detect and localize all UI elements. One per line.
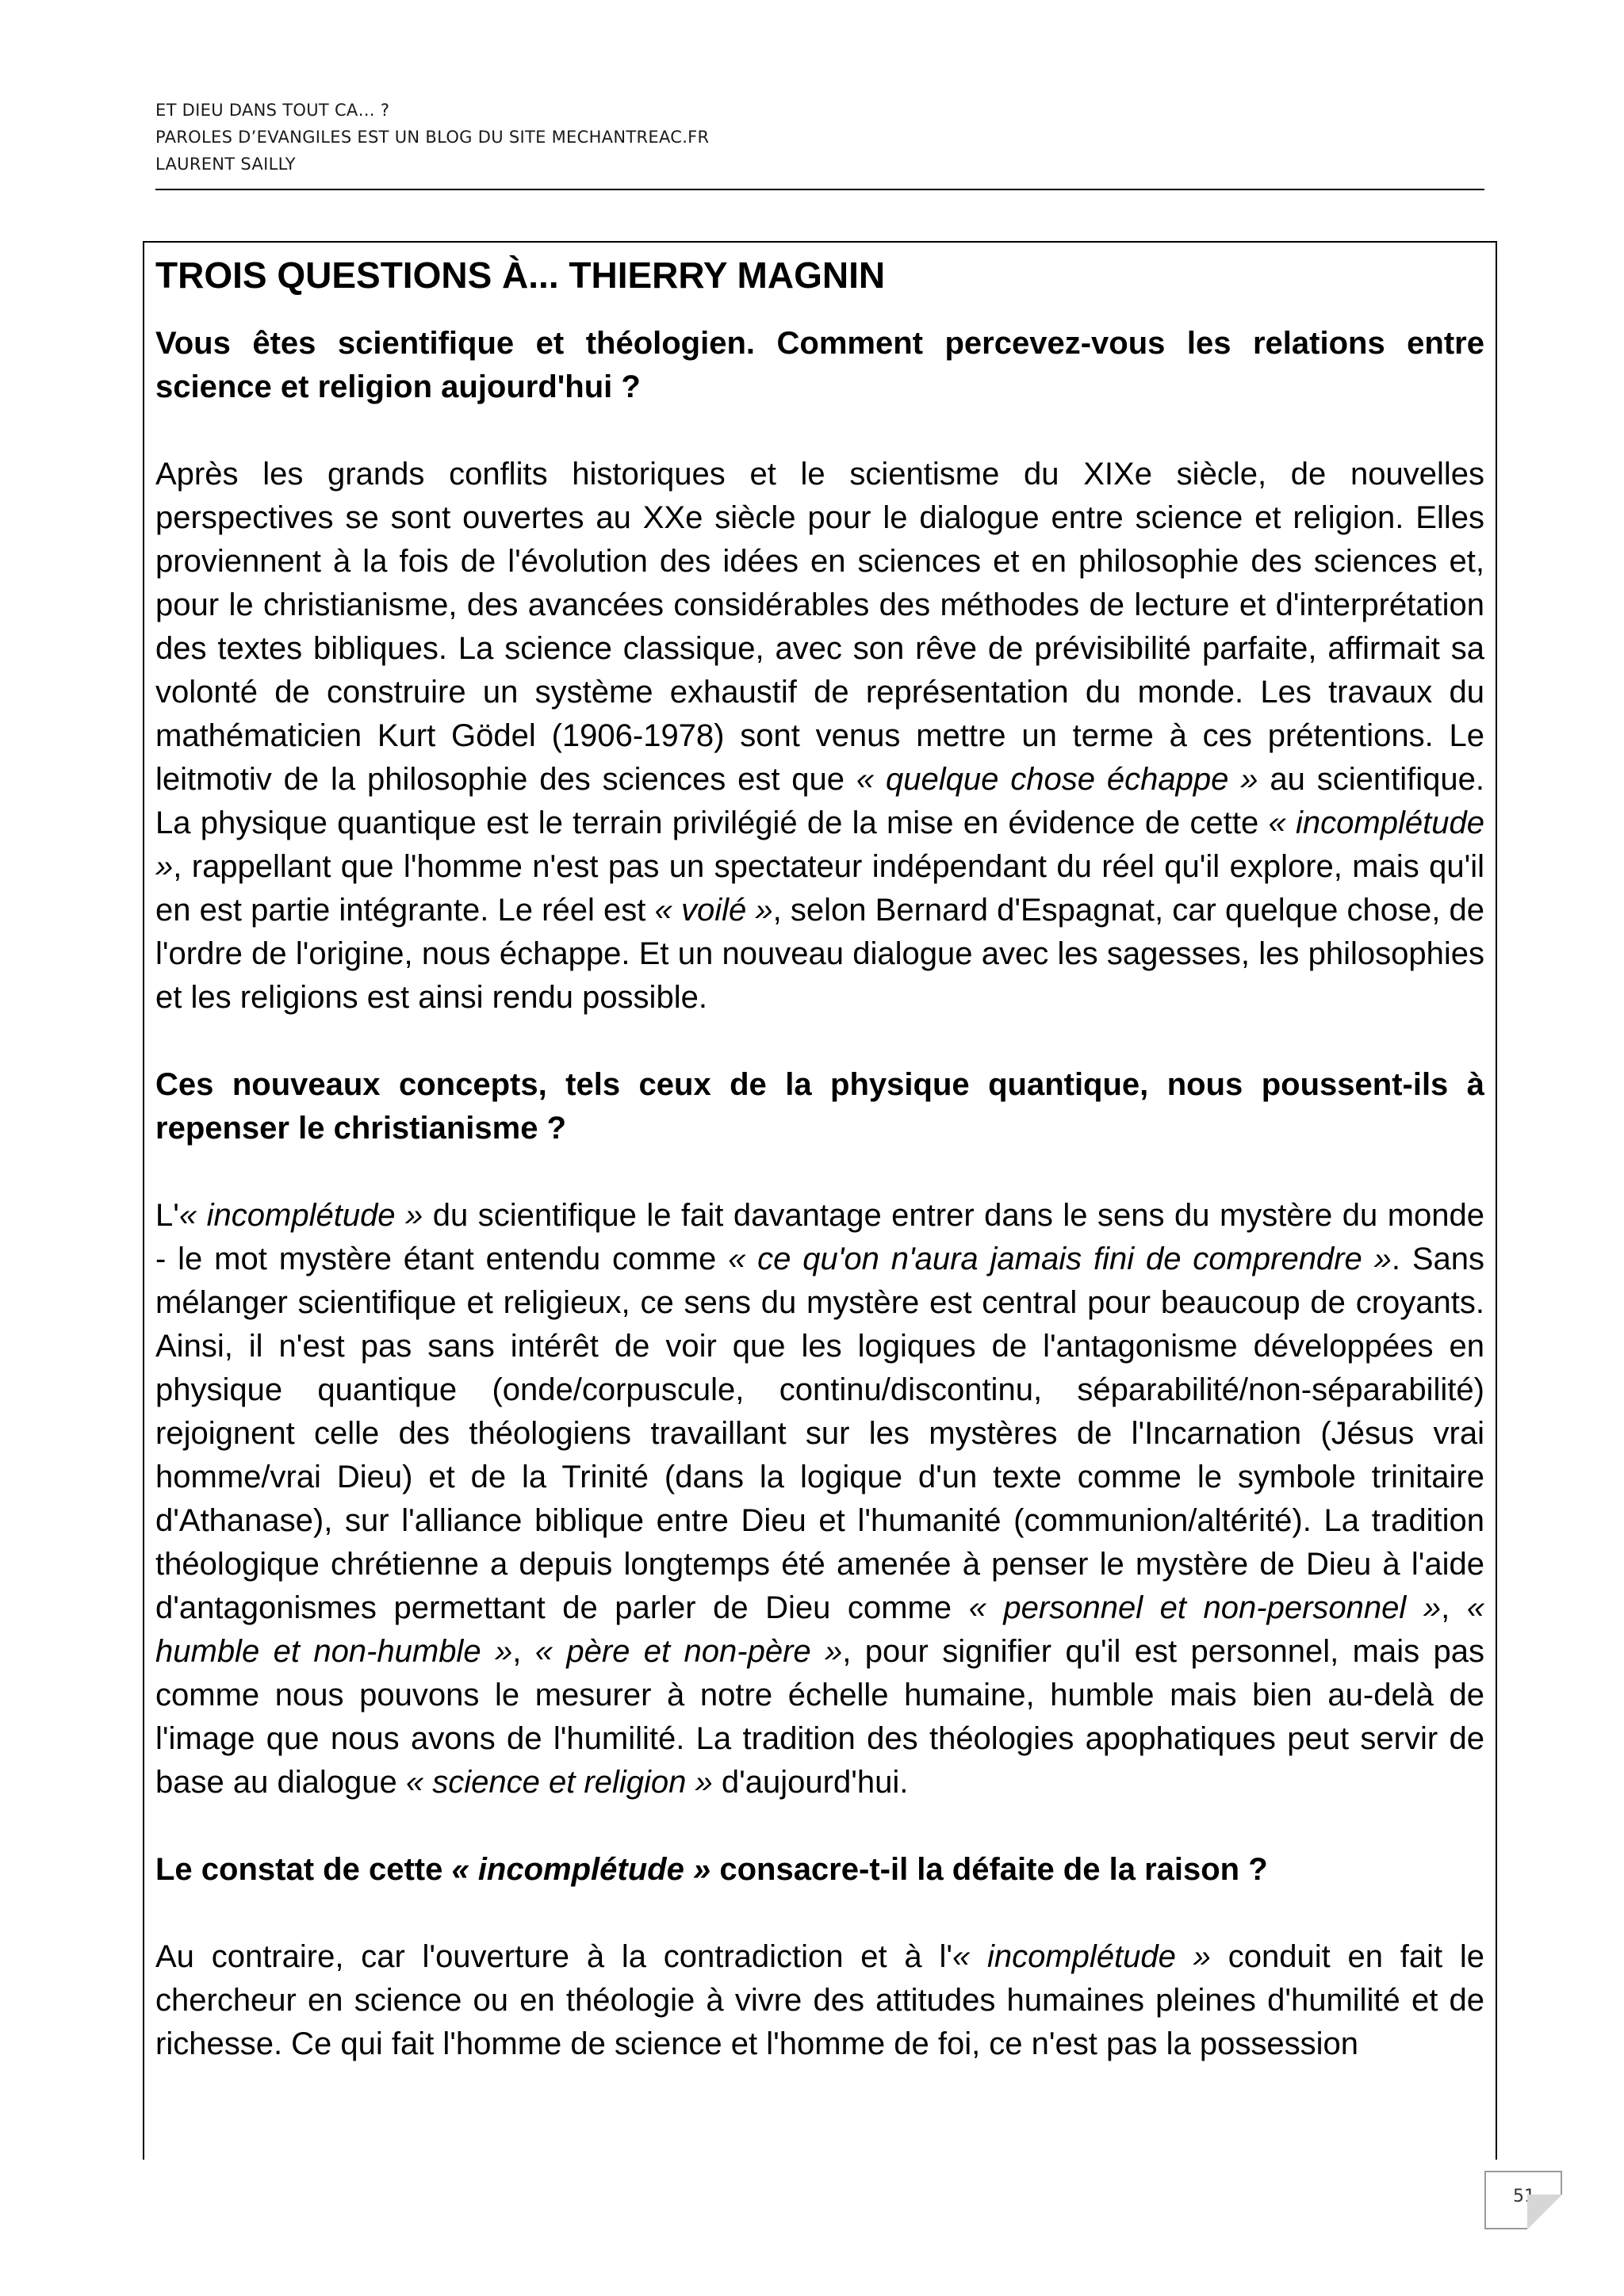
answer-2-text: . Sans mélanger scientifique et religieux, ce sens du mystère est central pour beaucoup de croyants. Ainsi, il n'est pas sans intérêt de voir que les logiques de l'antagonisme développées en physique quantique (onde/corpuscule, continu/discontinu, séparabilité/non-séparabilité) rejoignent celle des théologiens travaillant sur les mystères de l'Incarnation (Jésus vrai homme/vrai Dieu) et de la Trinité (dans la logique d'un texte comme le symbole trinitaire d'Athanase), sur l'alliance biblique entre Dieu et l'humanité (communion/altérité). La tradition théologique chrétienne a depuis longtemps été amenée à penser le mystère de Dieu à l'aide d'antagonismes permettant de parler de Dieu comme bbox=[155, 1242, 1484, 1625]
answer-1-text: , selon Bernard d'Espagnat, car quelque chose, de l'ordre de l'origine, nous échappe. Et un nouveau dialogue avec les sagesses, les philosophies et les religions est ainsi rendu possible. bbox=[155, 893, 1484, 1015]
header-blog-line: PAROLES D’EVANGILES EST UN BLOG DU SITE MECHANTREAC.FR bbox=[155, 128, 710, 147]
answer-1 bbox=[155, 453, 1484, 1020]
answer-2-text: du scientifique le fait davantage entrer dans le sens du mystère du monde - le mot mystère étant entendu comme bbox=[155, 1198, 1484, 1276]
answer-2-quote: « personnel et non-personnel » bbox=[968, 1590, 1442, 1625]
answer-2-quote: « incomplétude » bbox=[178, 1198, 423, 1233]
answer-1-quote: « voilé » bbox=[654, 893, 773, 928]
question-3-text: consacre-t-il la défaite de la raison ? bbox=[719, 1852, 1268, 1887]
answer-2-text: , pour signifier qu'il est personnel, mais pas comme nous pouvons le mesurer à notre échelle humaine, humble mais bien au-delà de l'image que nous avons de l'humilité. La tradition des théologies apophatiques peut servir de base au dialogue bbox=[155, 1634, 1484, 1800]
answer-2-text: , bbox=[512, 1634, 522, 1669]
answer-3-text: Au contraire, car l'ouverture à la contradiction et à l' bbox=[155, 1939, 952, 1974]
answer-1-text: au scientifique. La physique quantique est le terrain privilégié de la mise en évidence de cette bbox=[155, 762, 1484, 840]
header-book-title: ET DIEU DANS TOUT CA… ? bbox=[155, 101, 390, 120]
answer-2-quote: « science et religion » bbox=[405, 1765, 713, 1800]
answer-3-quote: « incomplétude » bbox=[952, 1939, 1211, 1974]
page-curl-icon bbox=[1527, 2195, 1562, 2229]
page-number: 51 bbox=[1513, 2187, 1535, 2206]
answer-1-quote: « quelque chose échappe » bbox=[856, 762, 1258, 797]
question-2: Ces nouveaux concepts, tels ceux de la physique quantique, nous poussent-ils à repenser le christianisme ? bbox=[155, 1067, 1484, 1146]
page-number-box bbox=[1484, 2171, 1562, 2229]
answer-2-text: d'aujourd'hui. bbox=[721, 1765, 909, 1800]
question-3-text: Le constat de cette bbox=[155, 1852, 443, 1887]
answer-2-quote: « humble et non-humble » bbox=[155, 1590, 1484, 1669]
running-header bbox=[155, 97, 1484, 178]
answer-2-quote: « père et non-père » bbox=[534, 1634, 843, 1669]
answer-1-text: Après les grands conflits historiques et le scientisme du XIXe siècle, de nouvelles perspectives se sont ouvertes au XXe siècle pour le dialogue entre science et religion. Elles proviennent à la fois de l'évolution des idées en sciences et en philosophie des sciences et, pour le christianisme, des avancées considérables des méthodes de lecture et d'interprétation des textes bibliques. La science classique, avec son rêve de prévisibilité parfaite, affirmait sa volonté de construire un système exhaustif de représentation du monde. Les travaux du mathématicien Kurt Gödel (1906-1978) sont venus mettre un terme à ces prétentions. Le leitmotiv de la philosophie des sciences est que bbox=[155, 457, 1484, 797]
answer-2-text: , bbox=[1441, 1590, 1450, 1625]
header-author: LAURENT SAILLY bbox=[155, 155, 296, 174]
answer-1-quote: « incomplétude » bbox=[155, 806, 1484, 884]
answer-2-quote: « ce qu'on n'aura jamais fini de comprendre » bbox=[728, 1242, 1392, 1276]
answer-3-text: conduit en fait le chercheur en science ou en théologie à vivre des attitudes humaines pleines d'humilité et de richesse. Ce qui fait l'homme de science et l'homme de foi, ce n'est pas la possession bbox=[155, 1939, 1484, 2061]
answer-2-text: L' bbox=[155, 1198, 179, 1233]
header-divider bbox=[155, 189, 1484, 190]
question-1: Vous êtes scientifique et théologien. Comment percevez-vous les relations entre science et religion aujourd'hui ? bbox=[155, 326, 1484, 404]
answer-3 bbox=[155, 1935, 1484, 2066]
answer-1-text: , rappellant que l'homme n'est pas un spectateur indépendant du réel qu'il explore, mais qu'il en est partie intégrante. Le réel est bbox=[155, 849, 1484, 928]
question-3 bbox=[155, 1848, 1484, 1892]
article-title: TROIS QUESTIONS À... THIERRY MAGNIN bbox=[155, 254, 886, 296]
question-3-quote: « incomplétude » bbox=[451, 1852, 711, 1887]
answer-2 bbox=[155, 1194, 1484, 1804]
article-body bbox=[155, 243, 1484, 2160]
